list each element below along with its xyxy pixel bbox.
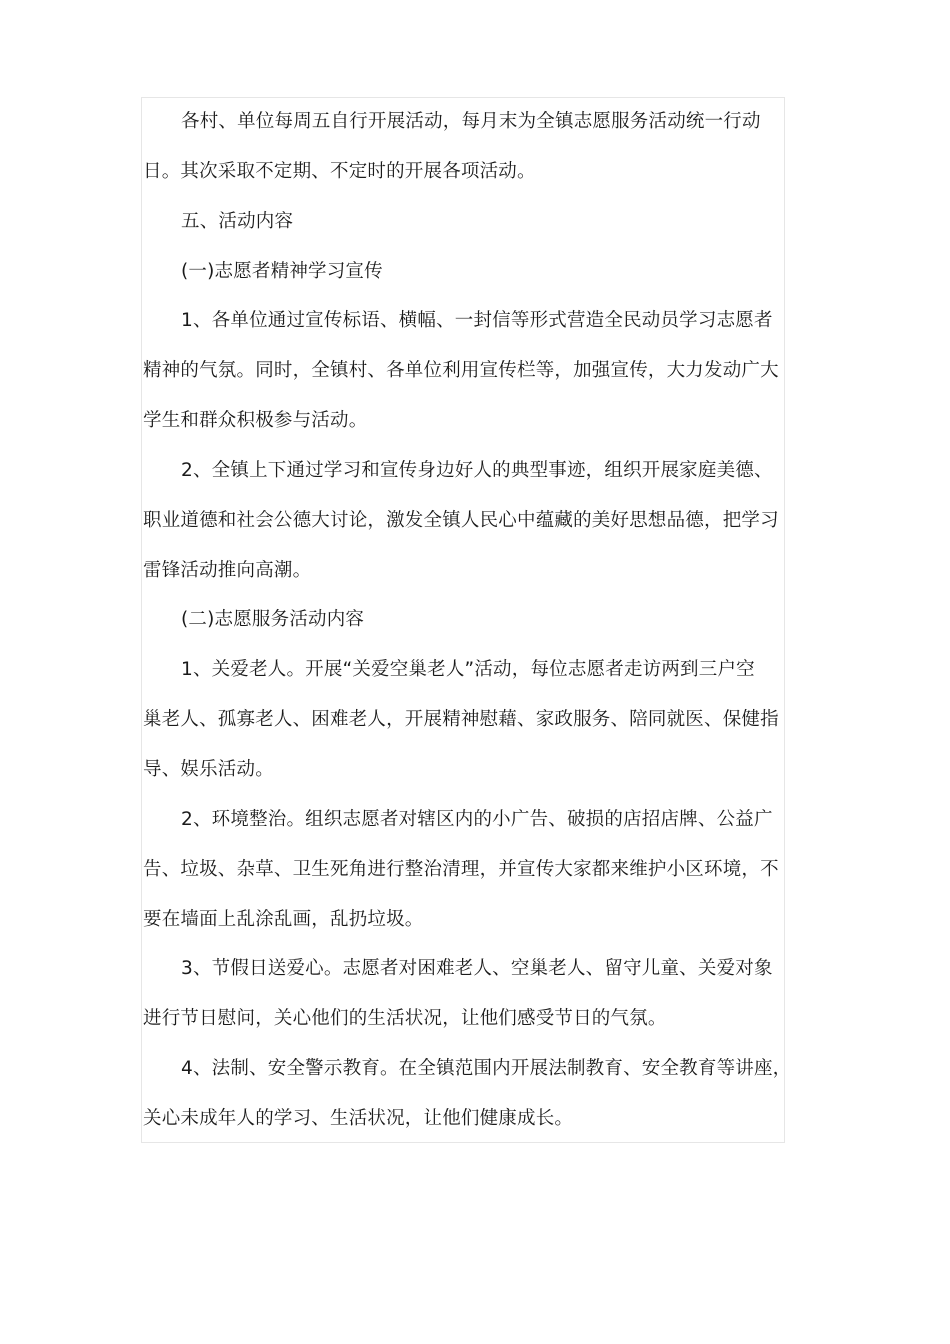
- text-line: 1、各单位通过宣传标语、横幅、一封信等形式营造全民动员学习志愿者: [181, 310, 773, 332]
- text-line: 进行节日慰问，关心他们的生活状况，让他们感受节日的气氛。: [143, 1008, 667, 1030]
- text-line: 导、娱乐活动。: [143, 758, 274, 780]
- text-line: 3、节假日送爱心。志愿者对困难老人、空巢老人、留守儿童、关爱对象: [181, 958, 773, 980]
- section-heading: 五、活动内容: [181, 210, 294, 232]
- text-line: 告、垃圾、杂草、卫生死角进行整治清理，并宣传大家都来维护小区环境，不: [143, 858, 779, 880]
- subsection-heading: (一)志愿者精神学习宣传: [181, 260, 383, 282]
- text-line: 1、关爱老人。开展“关爱空巢老人”活动，每位志愿者走访两到三户空: [181, 659, 755, 681]
- text-line: 2、环境整治。组织志愿者对辖区内的小广告、破损的店招店牌、公益广: [181, 808, 773, 830]
- text-line: 各村、单位每周五自行开展活动，每月末为全镇志愿服务活动统一行动: [181, 111, 761, 132]
- text-line: 日。其次采取不定期、不定时的开展各项活动。: [143, 160, 536, 182]
- text-line: 4、法制、安全警示教育。在全镇范围内开展法制教育、安全教育等讲座，: [181, 1058, 792, 1080]
- text-line: 巢老人、孤寡老人、困难老人，开展精神慰藉、家政服务、陪同就医、保健指: [143, 709, 779, 731]
- document-body: [143, 97, 798, 1144]
- text-line: 精神的气氛。同时，全镇村、各单位利用宣传栏等，加强宣传，大力发动广大: [143, 360, 779, 382]
- text-line: 雷锋活动推向高潮。: [143, 559, 312, 581]
- text-line: 学生和群众积极参与活动。: [143, 410, 368, 432]
- text-line: 2、全镇上下通过学习和宣传身边好人的典型事迹，组织开展家庭美德、: [181, 459, 773, 481]
- subsection-heading: (二)志愿服务活动内容: [181, 609, 365, 631]
- text-line: 要在墙面上乱涂乱画，乱扔垃圾。: [143, 908, 424, 930]
- text-line: 职业道德和社会公德大讨论，激发全镇人民心中蕴藏的美好思想品德，把学习: [143, 509, 779, 531]
- text-line: 关心未成年人的学习、生活状况，让他们健康成长。: [143, 1107, 574, 1129]
